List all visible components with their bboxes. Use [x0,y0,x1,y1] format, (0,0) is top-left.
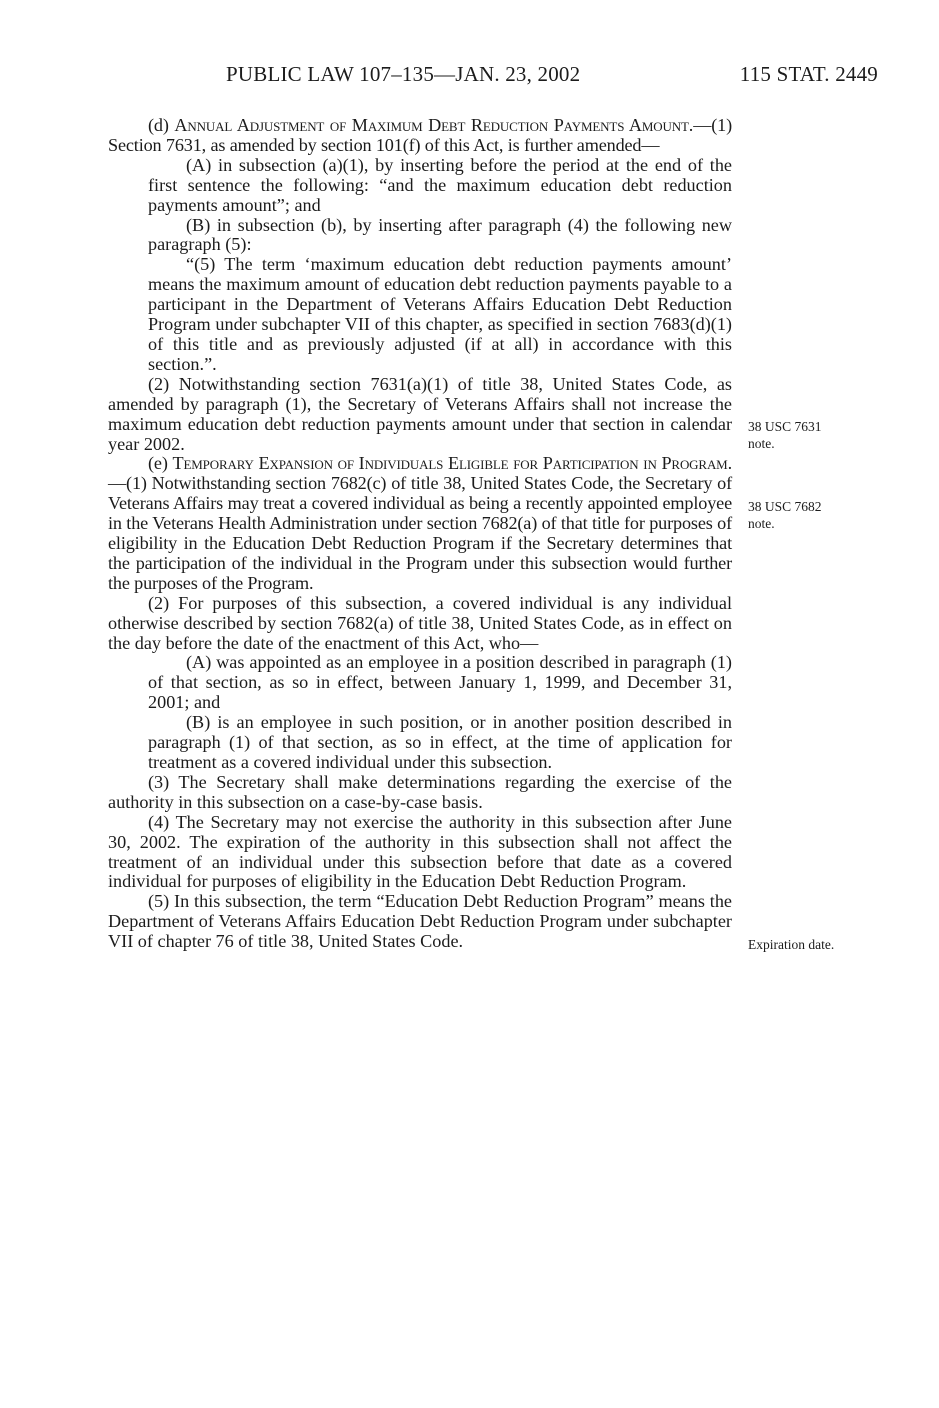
paragraph-e-label: (e) [148,453,168,474]
paragraph-d-B: (B) in subsection (b), by inserting after paragraph (4) the following new paragraph (5): [148,214,732,255]
paragraph-e-2: (2) For purposes of this subsection, a covered individual is any individual otherwise described by section 7682(a) of title 38, United States Code, as in effect on the day before the date of the enactment of this Act, who— [108,592,732,653]
paragraph-d-label: (d) [148,115,169,135]
paragraph-e [108,454,732,593]
margin-note-7631-line1: 38 USC 7631 [748,419,822,434]
paragraph-d-2: (2) Notwithstanding section 7631(a)(1) of title 38, United States Code, as amended by paragraph (1), the Secretary of Veterans Affairs shall not increase the maximum education debt reduction payments amount under that section in calendar year 2002. [108,373,732,454]
paragraph-e-3: (3) The Secretary shall make determinations regarding the exercise of the authority in this subsection on a case-by-case basis. [108,771,732,812]
paragraph-e-text: —(1) Notwithstanding section 7682(c) of title 38, United States Code, the Secretary of Veterans Affairs may treat a covered individual as being a recently appointed employee in the Veterans Health Administration under section 7682(a) of that title for purposes of eligibility in the Education Debt Reduction Program if the Secretary determines that the participation of the individual in the Program under this subsection would further the purposes of the Program. [108,473,732,593]
page-header [108,62,878,92]
margin-note-expiration [748,936,858,953]
paragraph-e-2B: (B) is an employee in such position, or in another position described in paragraph (1) of that section, as so in effect, at the time of application for treatment as a covered individual under this subsection. [148,712,732,772]
paragraph-e-5: (5) In this subsection, the term “Education Debt Reduction Program” means the Department of Veterans Affairs Education Debt Reduction Program under subchapter VII of chapter 76 of title 38, United States Code. [108,891,732,952]
body-text [108,116,732,952]
paragraph-e-4: (4) The Secretary may not exercise the authority in this subsection after June 30, 2002. The expiration of the authority in this subsection shall not affect the treatment of an individual under this subsection before that date as a covered individual for purposes of eligibility in the Education Debt Reduction Program. [108,811,732,892]
paragraph-d-5: “(5) The term ‘maximum education debt reduction payments amount’ means the maximum amount of education debt reduction payments payable to a participant in the Department of Veterans Affairs Education Debt Reduction Program under subchapter VII of this chapter, as specified in section 7683(d)(1) of this title and as previously adjusted (if at all) in accordance with this section.”. [148,254,732,374]
header-title: PUBLIC LAW 107–135—JAN. 23, 2002 [226,62,581,86]
paragraph-d-text: —(1) Section 7631, as amended by section 101(f) of this Act, is further amended— [108,115,732,155]
margin-note-7631-line2: note. [748,436,775,451]
paragraph-e-2A: (A) was appointed as an employee in a position described in paragraph (1) of that section, as so in effect, between January 1, 1999, and December 31, 2001; and [148,652,732,713]
margin-note-7682 [748,498,848,532]
margin-note-7631 [748,418,848,452]
header-stat-page: 115 STAT. 2449 [739,62,878,86]
paragraph-d [108,116,732,156]
margin-note-7682-line2: note. [748,516,775,531]
margin-note-7682-line1: 38 USC 7682 [748,499,822,514]
paragraph-d-heading: Annual Adjustment of Maximum Debt Reduction Payments Amount. [174,115,694,135]
paragraph-e-heading: Temporary Expansion of Individuals Eligible for Participation in Program. [172,453,732,474]
paragraph-d-A: (A) in subsection (a)(1), by inserting before the period at the end of the first sentence the following: “and the maximum education debt reduction payments amount”; and [148,154,732,215]
margin-note-expiration-text: Expiration date. [748,937,835,952]
